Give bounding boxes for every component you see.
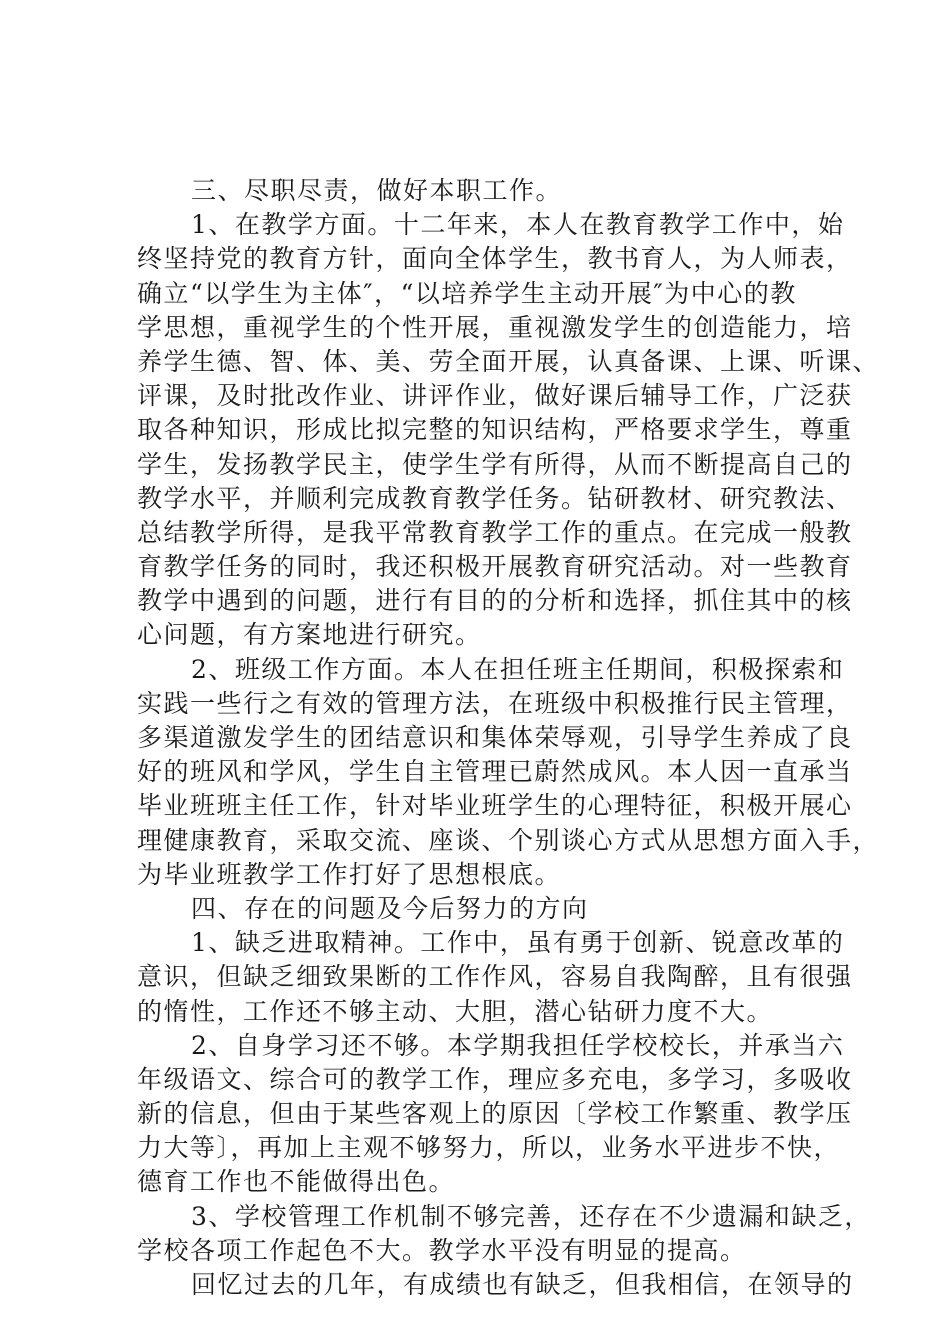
paragraph-line: 毕业班班主任工作，针对毕业班学生的心理特征，积极开展心 [137,791,853,821]
paragraph-line: 育教学任务的同时，我还积极开展教育研究活动。对一些教育 [137,552,853,582]
paragraph-line: 1、缺乏进取精神。工作中，虽有勇于创新、锐意改革的 [191,928,845,958]
paragraph-line: 的惰性，工作还不够主动、大胆，潜心钻研力度不大。 [137,996,774,1026]
paragraph-line: 终坚持党的教育方针，面向全体学生，教书育人，为人师表， [137,244,853,274]
paragraph-line: 确立“以学生为主体″，“以培养学生主动开展″为中心的教 [137,278,797,308]
paragraph-line: 回忆过去的几年，有成绩也有缺乏，但我相信，在领导的 [191,1270,854,1299]
section-heading: 三、尽职尽责，做好本职工作。 [191,176,563,205]
paragraph-line: 3、学校管理工作机制不够完善，还存在不少遗漏和缺乏， [191,1201,871,1231]
paragraph-line: 理健康教育，采取交流、座谈、个别谈心方式从思想方面入手， [137,825,880,855]
paragraph-line: 为毕业班教学工作打好了思想根底。 [137,859,562,889]
paragraph-line: 学生，发扬教学民主，使学生学有所得，从而不断提高自己的 [137,449,853,479]
paragraph-line: 好的班风和学风，学生自主管理已蔚然成风。本人因一直承当 [137,757,853,787]
paragraph-line: 评课，及时批改作业、讲评作业，做好课后辅导工作，广泛获 [137,381,853,411]
paragraph-line: 2、班级工作方面。本人在担任班主任期间，积极探索和 [191,654,845,684]
paragraph-line: 2、自身学习还不够。本学期我担任学校校长，并承当六 [191,1030,845,1060]
paragraph-line: 学思想，重视学生的个性开展，重视激发学生的创造能力，培 [137,312,853,342]
body-text [137,174,880,1302]
paragraph-line: 力大等〕，再加上主观不够努力，所以，业务水平进步不快， [137,1133,841,1163]
paragraph-line: 总结教学所得，是我平常教育教学工作的重点。在完成一般教 [137,517,853,547]
paragraph-line: 取各种知识，形成比拟完整的知识结构，严格要求学生，尊重 [137,415,853,445]
paragraph-line: 教学水平，并顺利完成教育教学任务。钻研教材、研究教法、 [137,483,853,513]
section-heading: 四、存在的问题及今后努力的方向 [191,893,589,923]
paragraph-line: 德育工作也不能做得出色。 [137,1167,456,1197]
paragraph-line: 年级语文、综合可的教学工作，理应多充电，多学习，多吸收 [137,1064,853,1094]
paragraph-line: 学校各项工作起色不大。教学水平没有明显的提高。 [137,1235,747,1265]
paragraph-line: 养学生德、智、体、美、劳全面开展，认真备课、上课、听课、 [137,346,880,376]
paragraph-line: 新的信息，但由于某些客观上的原因〔学校工作繁重、教学压 [137,1099,853,1129]
paragraph-line: 1、在教学方面。十二年来，本人在教育教学工作中，始 [191,210,845,240]
paragraph-line: 实践一些行之有效的管理方法，在班级中积极推行民主管理， [137,688,853,718]
paragraph-line: 意识，但缺乏细致果断的工作作风，容易自我陶醉，且有很强 [137,962,853,992]
paragraph-line: 多渠道激发学生的团结意识和集体荣辱观，引导学生养成了良 [137,723,853,752]
paragraph-line: 心问题，有方案地进行研究。 [137,620,482,650]
paragraph-line: 教学中遇到的问题，进行有目的的分析和选择，抓住其中的核 [137,586,853,616]
